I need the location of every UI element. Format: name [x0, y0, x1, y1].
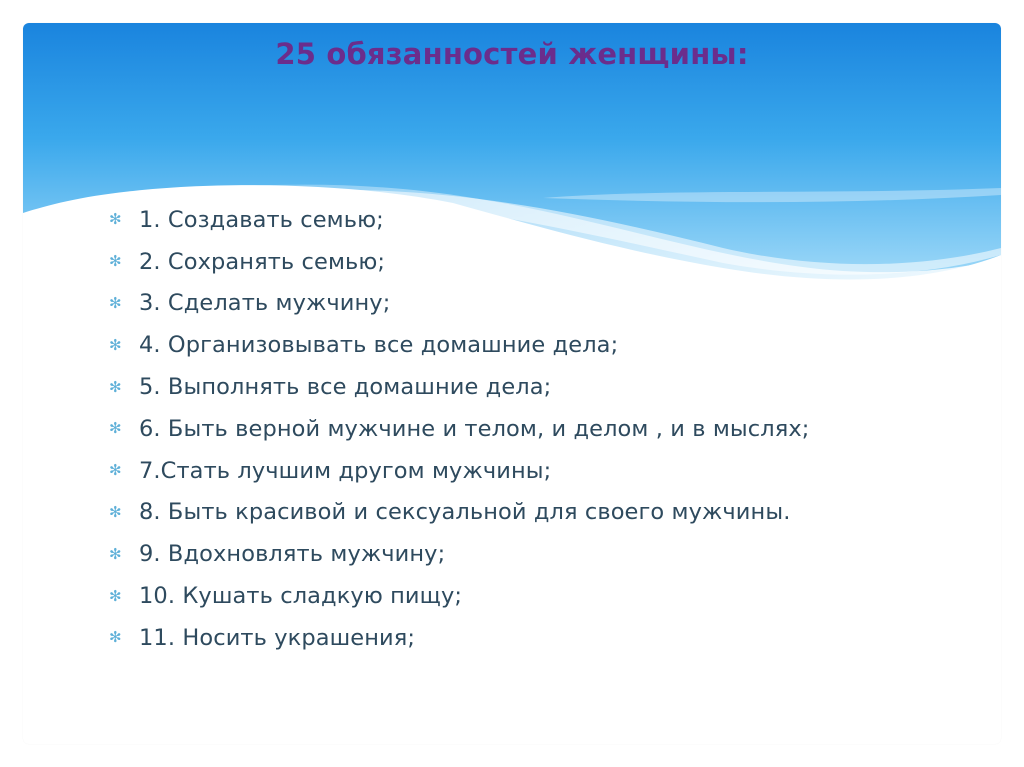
list-item — [109, 366, 809, 408]
asterisk-bullet-icon: ✻ — [109, 377, 122, 396]
list-item-text: 3. Сделать мужчину; — [139, 290, 391, 317]
list-item-text: 8. Быть красивой и сексуальной для своего мужчины. — [139, 499, 791, 526]
list-item — [109, 533, 809, 575]
list-item-text: 7.Стать лучшим другом мужчины; — [139, 457, 552, 484]
list-item-text: 5. Выполнять все домашние дела; — [139, 374, 552, 401]
list-item — [109, 450, 809, 492]
list-item-text: 6. Быть верной мужчине и телом, и делом , и в мыслях; — [139, 415, 810, 442]
list-item — [109, 324, 809, 366]
list-item-text: 10. Кушать сладкую пищу; — [139, 583, 463, 610]
list-item — [109, 241, 809, 283]
asterisk-bullet-icon: ✻ — [109, 628, 122, 647]
list-item-text: 1. Создавать семью; — [139, 206, 384, 233]
asterisk-bullet-icon: ✻ — [109, 335, 122, 354]
asterisk-bullet-icon: ✻ — [109, 210, 122, 229]
asterisk-bullet-icon: ✻ — [109, 544, 122, 563]
list-item-text: 2. Сохранять семью; — [139, 248, 386, 275]
list-item — [109, 575, 809, 617]
asterisk-bullet-icon: ✻ — [109, 502, 122, 521]
duties-list — [109, 199, 809, 659]
list-item — [109, 283, 809, 325]
list-item-text: 9. Вдохновлять мужчину; — [139, 541, 446, 568]
list-item — [109, 199, 809, 241]
slide — [23, 23, 1001, 744]
list-item-text: 11. Носить украшения; — [139, 624, 416, 651]
asterisk-bullet-icon: ✻ — [109, 419, 122, 438]
list-item — [109, 492, 809, 534]
list-item — [109, 617, 809, 659]
asterisk-bullet-icon: ✻ — [109, 252, 122, 271]
list-item — [109, 408, 809, 450]
list-item-text: 4. Организовывать все домашние дела; — [139, 332, 619, 359]
slide-title: 25 обязанностей женщины: — [275, 37, 749, 71]
asterisk-bullet-icon: ✻ — [109, 293, 122, 312]
asterisk-bullet-icon: ✻ — [109, 586, 122, 605]
asterisk-bullet-icon: ✻ — [109, 461, 122, 480]
